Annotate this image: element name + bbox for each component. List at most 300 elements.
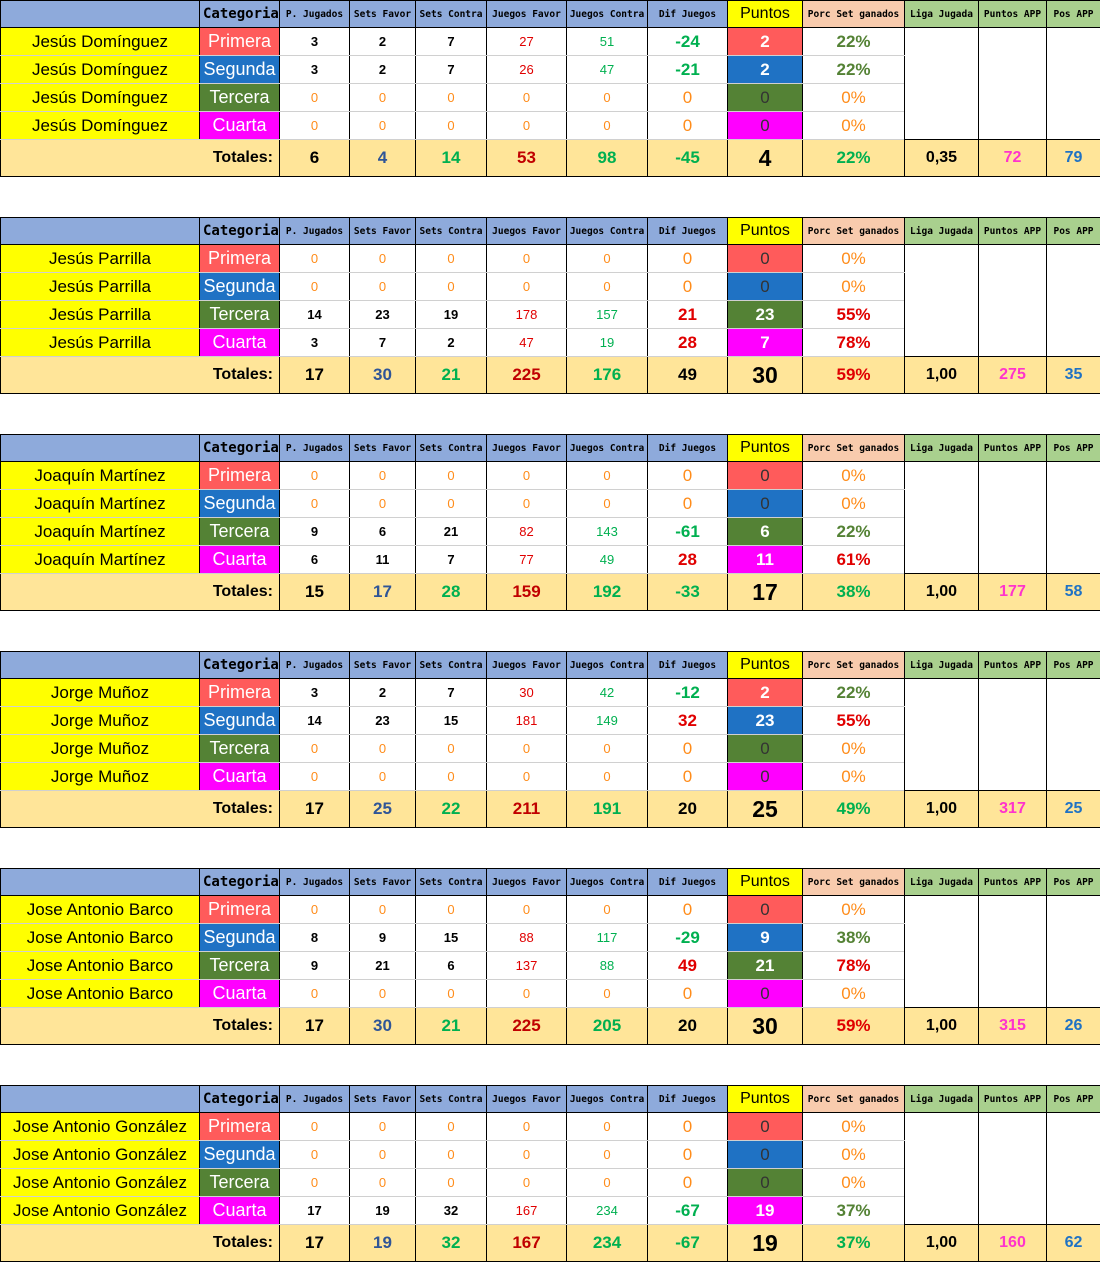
dif-juegos-cell[interactable]: 0 [648, 980, 728, 1008]
liga-jugada-empty-cell[interactable] [905, 462, 979, 574]
total-juegos-favor[interactable]: 225 [487, 1008, 567, 1045]
total-porc-set[interactable]: 37% [803, 1225, 905, 1262]
juegos-favor-cell[interactable]: 137 [487, 952, 567, 980]
sets-favor-cell[interactable]: 6 [350, 518, 416, 546]
puntos-cell[interactable]: 6 [728, 518, 803, 546]
sets-favor-cell[interactable]: 0 [350, 980, 416, 1008]
p-jugados-cell[interactable]: 3 [280, 679, 350, 707]
total-puntos[interactable]: 19 [728, 1225, 803, 1262]
dif-juegos-cell[interactable]: 0 [648, 112, 728, 140]
porc-set-cell[interactable]: 0% [803, 84, 905, 112]
juegos-contra-cell[interactable]: 0 [567, 84, 648, 112]
total-liga-jugada[interactable]: 1,00 [905, 791, 979, 828]
porc-set-cell[interactable]: 22% [803, 56, 905, 84]
sets-favor-cell[interactable]: 0 [350, 84, 416, 112]
category-cell[interactable]: Primera [200, 245, 280, 273]
porc-set-cell[interactable]: 0% [803, 896, 905, 924]
header-juegos-contra[interactable]: Juegos Contra [567, 218, 648, 245]
sets-favor-cell[interactable]: 23 [350, 707, 416, 735]
sets-contra-cell[interactable]: 0 [416, 245, 487, 273]
p-jugados-cell[interactable]: 0 [280, 980, 350, 1008]
puntos-cell[interactable]: 0 [728, 490, 803, 518]
juegos-favor-cell[interactable]: 0 [487, 1169, 567, 1197]
header-sets-favor[interactable]: Sets Favor [350, 869, 416, 896]
category-cell[interactable]: Cuarta [200, 112, 280, 140]
header-sets-favor[interactable]: Sets Favor [350, 1086, 416, 1113]
category-cell[interactable]: Segunda [200, 490, 280, 518]
p-jugados-cell[interactable]: 8 [280, 924, 350, 952]
liga-jugada-empty-cell[interactable] [905, 245, 979, 357]
pos-app-empty-cell[interactable] [1047, 462, 1100, 574]
sets-contra-cell[interactable]: 0 [416, 490, 487, 518]
totals-label[interactable]: Totales: [1, 357, 280, 394]
category-cell[interactable]: Cuarta [200, 329, 280, 357]
player-name-cell[interactable]: Jose Antonio González [1, 1141, 200, 1169]
puntos-cell[interactable]: 2 [728, 56, 803, 84]
total-sets-contra[interactable]: 28 [416, 574, 487, 611]
juegos-favor-cell[interactable]: 26 [487, 56, 567, 84]
puntos-cell[interactable]: 23 [728, 707, 803, 735]
player-name-cell[interactable]: Joaquín Martínez [1, 462, 200, 490]
header-liga-jugada[interactable]: Liga Jugada [905, 652, 979, 679]
player-name-cell[interactable]: Jesús Domínguez [1, 84, 200, 112]
juegos-contra-cell[interactable]: 0 [567, 490, 648, 518]
p-jugados-cell[interactable]: 0 [280, 112, 350, 140]
porc-set-cell[interactable]: 0% [803, 1169, 905, 1197]
category-cell[interactable]: Cuarta [200, 1197, 280, 1225]
sets-favor-cell[interactable]: 19 [350, 1197, 416, 1225]
porc-set-cell[interactable]: 22% [803, 679, 905, 707]
total-juegos-favor[interactable]: 225 [487, 357, 567, 394]
total-pos-app[interactable]: 62 [1047, 1225, 1100, 1262]
total-juegos-contra[interactable]: 98 [567, 140, 648, 177]
juegos-contra-cell[interactable]: 0 [567, 763, 648, 791]
header-puntos-app[interactable]: Puntos APP [979, 1086, 1047, 1113]
player-name-cell[interactable]: Joaquín Martínez [1, 490, 200, 518]
player-name-cell[interactable]: Jesús Domínguez [1, 56, 200, 84]
header-juegos-favor[interactable]: Juegos Favor [487, 218, 567, 245]
puntos-app-empty-cell[interactable] [979, 462, 1047, 574]
category-cell[interactable]: Tercera [200, 1169, 280, 1197]
header-p-jugados[interactable]: P. Jugados [280, 869, 350, 896]
porc-set-cell[interactable]: 38% [803, 924, 905, 952]
porc-set-cell[interactable]: 37% [803, 1197, 905, 1225]
pos-app-empty-cell[interactable] [1047, 245, 1100, 357]
total-juegos-contra[interactable]: 191 [567, 791, 648, 828]
sets-favor-cell[interactable]: 0 [350, 112, 416, 140]
juegos-contra-cell[interactable]: 51 [567, 28, 648, 56]
player-name-cell[interactable]: Jose Antonio González [1, 1169, 200, 1197]
category-cell[interactable]: Segunda [200, 924, 280, 952]
header-puntos[interactable]: Puntos [728, 435, 803, 462]
juegos-favor-cell[interactable]: 0 [487, 462, 567, 490]
dif-juegos-cell[interactable]: 49 [648, 952, 728, 980]
dif-juegos-cell[interactable]: 21 [648, 301, 728, 329]
header-juegos-favor[interactable]: Juegos Favor [487, 1086, 567, 1113]
total-juegos-contra[interactable]: 192 [567, 574, 648, 611]
puntos-app-empty-cell[interactable] [979, 28, 1047, 140]
puntos-cell[interactable]: 9 [728, 924, 803, 952]
category-cell[interactable]: Primera [200, 1113, 280, 1141]
total-puntos-app[interactable]: 160 [979, 1225, 1047, 1262]
player-name-cell[interactable]: Jose Antonio González [1, 1113, 200, 1141]
total-p-jugados[interactable]: 17 [280, 1008, 350, 1045]
sets-contra-cell[interactable]: 0 [416, 735, 487, 763]
player-name-cell[interactable]: Jorge Muñoz [1, 707, 200, 735]
p-jugados-cell[interactable]: 0 [280, 735, 350, 763]
p-jugados-cell[interactable]: 3 [280, 329, 350, 357]
pos-app-empty-cell[interactable] [1047, 896, 1100, 1008]
total-dif-juegos[interactable]: 20 [648, 791, 728, 828]
porc-set-cell[interactable]: 22% [803, 28, 905, 56]
sets-favor-cell[interactable]: 23 [350, 301, 416, 329]
total-sets-contra[interactable]: 22 [416, 791, 487, 828]
puntos-cell[interactable]: 23 [728, 301, 803, 329]
juegos-contra-cell[interactable]: 0 [567, 1169, 648, 1197]
porc-set-cell[interactable]: 78% [803, 329, 905, 357]
category-cell[interactable]: Segunda [200, 1141, 280, 1169]
header-puntos-app[interactable]: Puntos APP [979, 435, 1047, 462]
category-cell[interactable]: Primera [200, 896, 280, 924]
sets-contra-cell[interactable]: 0 [416, 273, 487, 301]
player-name-cell[interactable]: Jorge Muñoz [1, 763, 200, 791]
juegos-contra-cell[interactable]: 0 [567, 1141, 648, 1169]
sets-favor-cell[interactable]: 0 [350, 245, 416, 273]
juegos-favor-cell[interactable]: 178 [487, 301, 567, 329]
puntos-app-empty-cell[interactable] [979, 896, 1047, 1008]
p-jugados-cell[interactable]: 6 [280, 546, 350, 574]
category-cell[interactable]: Segunda [200, 707, 280, 735]
p-jugados-cell[interactable]: 14 [280, 707, 350, 735]
liga-jugada-empty-cell[interactable] [905, 28, 979, 140]
dif-juegos-cell[interactable]: 0 [648, 84, 728, 112]
juegos-contra-cell[interactable]: 0 [567, 273, 648, 301]
juegos-contra-cell[interactable]: 47 [567, 56, 648, 84]
total-pos-app[interactable]: 35 [1047, 357, 1100, 394]
porc-set-cell[interactable]: 0% [803, 763, 905, 791]
dif-juegos-cell[interactable]: -21 [648, 56, 728, 84]
p-jugados-cell[interactable]: 0 [280, 1113, 350, 1141]
header-puntos[interactable]: Puntos [728, 1, 803, 28]
header-puntos[interactable]: Puntos [728, 869, 803, 896]
sets-favor-cell[interactable]: 2 [350, 679, 416, 707]
total-liga-jugada[interactable]: 0,35 [905, 140, 979, 177]
total-sets-contra[interactable]: 14 [416, 140, 487, 177]
total-sets-favor[interactable]: 25 [350, 791, 416, 828]
p-jugados-cell[interactable]: 3 [280, 28, 350, 56]
header-puntos[interactable]: Puntos [728, 1086, 803, 1113]
juegos-favor-cell[interactable]: 0 [487, 273, 567, 301]
header-juegos-favor[interactable]: Juegos Favor [487, 435, 567, 462]
p-jugados-cell[interactable]: 3 [280, 56, 350, 84]
header-dif-juegos[interactable]: Dif Juegos [648, 1, 728, 28]
dif-juegos-cell[interactable]: 28 [648, 546, 728, 574]
total-porc-set[interactable]: 59% [803, 357, 905, 394]
sets-contra-cell[interactable]: 15 [416, 707, 487, 735]
player-name-cell[interactable]: Joaquín Martínez [1, 546, 200, 574]
header-pos-app[interactable]: Pos APP [1047, 652, 1100, 679]
porc-set-cell[interactable]: 22% [803, 518, 905, 546]
juegos-favor-cell[interactable]: 47 [487, 329, 567, 357]
player-name-cell[interactable]: Jose Antonio Barco [1, 896, 200, 924]
header-sets-contra[interactable]: Sets Contra [416, 869, 487, 896]
sets-favor-cell[interactable]: 0 [350, 1113, 416, 1141]
dif-juegos-cell[interactable]: 0 [648, 1169, 728, 1197]
total-puntos-app[interactable]: 275 [979, 357, 1047, 394]
sets-contra-cell[interactable]: 0 [416, 1141, 487, 1169]
sets-favor-cell[interactable]: 0 [350, 896, 416, 924]
header-juegos-favor[interactable]: Juegos Favor [487, 1, 567, 28]
total-sets-favor[interactable]: 30 [350, 357, 416, 394]
player-name-cell[interactable]: Jesús Parrilla [1, 245, 200, 273]
header-pos-app[interactable]: Pos APP [1047, 435, 1100, 462]
total-pos-app[interactable]: 26 [1047, 1008, 1100, 1045]
porc-set-cell[interactable]: 0% [803, 735, 905, 763]
juegos-favor-cell[interactable]: 88 [487, 924, 567, 952]
sets-favor-cell[interactable]: 0 [350, 273, 416, 301]
total-juegos-contra[interactable]: 176 [567, 357, 648, 394]
sets-contra-cell[interactable]: 0 [416, 896, 487, 924]
header-puntos-app[interactable]: Puntos APP [979, 652, 1047, 679]
juegos-contra-cell[interactable]: 0 [567, 896, 648, 924]
total-p-jugados[interactable]: 17 [280, 357, 350, 394]
total-dif-juegos[interactable]: 20 [648, 1008, 728, 1045]
p-jugados-cell[interactable]: 0 [280, 1169, 350, 1197]
category-cell[interactable]: Segunda [200, 56, 280, 84]
sets-contra-cell[interactable]: 0 [416, 112, 487, 140]
sets-contra-cell[interactable]: 0 [416, 84, 487, 112]
total-juegos-contra[interactable]: 234 [567, 1225, 648, 1262]
header-juegos-favor[interactable]: Juegos Favor [487, 869, 567, 896]
sets-contra-cell[interactable]: 6 [416, 952, 487, 980]
total-sets-favor[interactable]: 17 [350, 574, 416, 611]
total-porc-set[interactable]: 38% [803, 574, 905, 611]
header-blank[interactable] [1, 869, 200, 896]
header-p-jugados[interactable]: P. Jugados [280, 1086, 350, 1113]
total-puntos-app[interactable]: 177 [979, 574, 1047, 611]
sets-contra-cell[interactable]: 0 [416, 1113, 487, 1141]
sets-contra-cell[interactable]: 7 [416, 546, 487, 574]
liga-jugada-empty-cell[interactable] [905, 1113, 979, 1225]
p-jugados-cell[interactable]: 17 [280, 1197, 350, 1225]
sets-favor-cell[interactable]: 11 [350, 546, 416, 574]
porc-set-cell[interactable]: 61% [803, 546, 905, 574]
juegos-favor-cell[interactable]: 0 [487, 1141, 567, 1169]
puntos-cell[interactable]: 0 [728, 112, 803, 140]
p-jugados-cell[interactable]: 0 [280, 84, 350, 112]
totals-label[interactable]: Totales: [1, 1008, 280, 1045]
category-cell[interactable]: Tercera [200, 84, 280, 112]
p-jugados-cell[interactable]: 0 [280, 273, 350, 301]
puntos-app-empty-cell[interactable] [979, 679, 1047, 791]
category-cell[interactable]: Tercera [200, 301, 280, 329]
dif-juegos-cell[interactable]: 0 [648, 490, 728, 518]
header-pos-app[interactable]: Pos APP [1047, 1, 1100, 28]
total-liga-jugada[interactable]: 1,00 [905, 574, 979, 611]
dif-juegos-cell[interactable]: -29 [648, 924, 728, 952]
total-puntos[interactable]: 30 [728, 1008, 803, 1045]
header-pos-app[interactable]: Pos APP [1047, 869, 1100, 896]
player-name-cell[interactable]: Jorge Muñoz [1, 679, 200, 707]
porc-set-cell[interactable]: 0% [803, 490, 905, 518]
sets-contra-cell[interactable]: 0 [416, 1169, 487, 1197]
dif-juegos-cell[interactable]: 0 [648, 462, 728, 490]
liga-jugada-empty-cell[interactable] [905, 896, 979, 1008]
p-jugados-cell[interactable]: 14 [280, 301, 350, 329]
dif-juegos-cell[interactable]: 0 [648, 735, 728, 763]
sets-contra-cell[interactable]: 0 [416, 763, 487, 791]
p-jugados-cell[interactable]: 9 [280, 518, 350, 546]
dif-juegos-cell[interactable]: 28 [648, 329, 728, 357]
category-cell[interactable]: Primera [200, 28, 280, 56]
header-sets-contra[interactable]: Sets Contra [416, 1086, 487, 1113]
total-porc-set[interactable]: 49% [803, 791, 905, 828]
header-porc-set[interactable]: Porc Set ganados [803, 652, 905, 679]
juegos-favor-cell[interactable]: 167 [487, 1197, 567, 1225]
porc-set-cell[interactable]: 78% [803, 952, 905, 980]
category-cell[interactable]: Tercera [200, 518, 280, 546]
total-sets-favor[interactable]: 4 [350, 140, 416, 177]
total-puntos[interactable]: 30 [728, 357, 803, 394]
p-jugados-cell[interactable]: 0 [280, 462, 350, 490]
header-blank[interactable] [1, 218, 200, 245]
header-juegos-favor[interactable]: Juegos Favor [487, 652, 567, 679]
header-puntos[interactable]: Puntos [728, 652, 803, 679]
header-categoria[interactable]: Categoria [200, 869, 280, 896]
player-name-cell[interactable]: Jorge Muñoz [1, 735, 200, 763]
puntos-cell[interactable]: 0 [728, 980, 803, 1008]
total-dif-juegos[interactable]: -45 [648, 140, 728, 177]
header-dif-juegos[interactable]: Dif Juegos [648, 218, 728, 245]
header-sets-favor[interactable]: Sets Favor [350, 435, 416, 462]
puntos-cell[interactable]: 0 [728, 462, 803, 490]
header-dif-juegos[interactable]: Dif Juegos [648, 869, 728, 896]
player-name-cell[interactable]: Jose Antonio Barco [1, 952, 200, 980]
juegos-contra-cell[interactable]: 234 [567, 1197, 648, 1225]
header-puntos[interactable]: Puntos [728, 218, 803, 245]
puntos-cell[interactable]: 0 [728, 84, 803, 112]
juegos-favor-cell[interactable]: 0 [487, 245, 567, 273]
liga-jugada-empty-cell[interactable] [905, 679, 979, 791]
porc-set-cell[interactable]: 0% [803, 462, 905, 490]
header-juegos-contra[interactable]: Juegos Contra [567, 435, 648, 462]
juegos-contra-cell[interactable]: 19 [567, 329, 648, 357]
sets-favor-cell[interactable]: 7 [350, 329, 416, 357]
total-dif-juegos[interactable]: 49 [648, 357, 728, 394]
header-puntos-app[interactable]: Puntos APP [979, 869, 1047, 896]
juegos-favor-cell[interactable]: 0 [487, 112, 567, 140]
sets-favor-cell[interactable]: 9 [350, 924, 416, 952]
total-juegos-contra[interactable]: 205 [567, 1008, 648, 1045]
header-porc-set[interactable]: Porc Set ganados [803, 435, 905, 462]
juegos-contra-cell[interactable]: 42 [567, 679, 648, 707]
player-name-cell[interactable]: Jesús Domínguez [1, 112, 200, 140]
sets-contra-cell[interactable]: 19 [416, 301, 487, 329]
total-puntos-app[interactable]: 72 [979, 140, 1047, 177]
juegos-contra-cell[interactable]: 0 [567, 462, 648, 490]
category-cell[interactable]: Segunda [200, 273, 280, 301]
total-juegos-favor[interactable]: 211 [487, 791, 567, 828]
header-sets-contra[interactable]: Sets Contra [416, 218, 487, 245]
header-liga-jugada[interactable]: Liga Jugada [905, 1, 979, 28]
header-blank[interactable] [1, 1, 200, 28]
puntos-cell[interactable]: 0 [728, 1141, 803, 1169]
header-juegos-contra[interactable]: Juegos Contra [567, 1086, 648, 1113]
sets-contra-cell[interactable]: 0 [416, 980, 487, 1008]
header-porc-set[interactable]: Porc Set ganados [803, 869, 905, 896]
header-liga-jugada[interactable]: Liga Jugada [905, 218, 979, 245]
header-categoria[interactable]: Categoria [200, 652, 280, 679]
header-juegos-contra[interactable]: Juegos Contra [567, 869, 648, 896]
puntos-cell[interactable]: 11 [728, 546, 803, 574]
juegos-contra-cell[interactable]: 157 [567, 301, 648, 329]
juegos-favor-cell[interactable]: 181 [487, 707, 567, 735]
juegos-favor-cell[interactable]: 0 [487, 490, 567, 518]
juegos-favor-cell[interactable]: 0 [487, 980, 567, 1008]
p-jugados-cell[interactable]: 9 [280, 952, 350, 980]
player-name-cell[interactable]: Joaquín Martínez [1, 518, 200, 546]
dif-juegos-cell[interactable]: -67 [648, 1197, 728, 1225]
total-liga-jugada[interactable]: 1,00 [905, 1225, 979, 1262]
juegos-favor-cell[interactable]: 77 [487, 546, 567, 574]
dif-juegos-cell[interactable]: 0 [648, 245, 728, 273]
header-sets-favor[interactable]: Sets Favor [350, 1, 416, 28]
header-p-jugados[interactable]: P. Jugados [280, 652, 350, 679]
sets-contra-cell[interactable]: 7 [416, 679, 487, 707]
total-pos-app[interactable]: 25 [1047, 791, 1100, 828]
p-jugados-cell[interactable]: 0 [280, 1141, 350, 1169]
juegos-favor-cell[interactable]: 30 [487, 679, 567, 707]
header-categoria[interactable]: Categoria [200, 1, 280, 28]
juegos-contra-cell[interactable]: 0 [567, 980, 648, 1008]
p-jugados-cell[interactable]: 0 [280, 490, 350, 518]
p-jugados-cell[interactable]: 0 [280, 896, 350, 924]
total-p-jugados[interactable]: 6 [280, 140, 350, 177]
total-sets-favor[interactable]: 30 [350, 1008, 416, 1045]
totals-label[interactable]: Totales: [1, 1225, 280, 1262]
player-name-cell[interactable]: Jesús Domínguez [1, 28, 200, 56]
puntos-cell[interactable]: 19 [728, 1197, 803, 1225]
header-liga-jugada[interactable]: Liga Jugada [905, 1086, 979, 1113]
total-puntos[interactable]: 17 [728, 574, 803, 611]
sets-contra-cell[interactable]: 32 [416, 1197, 487, 1225]
p-jugados-cell[interactable]: 0 [280, 763, 350, 791]
total-dif-juegos[interactable]: -67 [648, 1225, 728, 1262]
header-puntos-app[interactable]: Puntos APP [979, 218, 1047, 245]
sets-contra-cell[interactable]: 21 [416, 518, 487, 546]
porc-set-cell[interactable]: 55% [803, 707, 905, 735]
totals-label[interactable]: Totales: [1, 140, 280, 177]
header-porc-set[interactable]: Porc Set ganados [803, 1, 905, 28]
header-porc-set[interactable]: Porc Set ganados [803, 1086, 905, 1113]
porc-set-cell[interactable]: 55% [803, 301, 905, 329]
header-blank[interactable] [1, 1086, 200, 1113]
header-p-jugados[interactable]: P. Jugados [280, 1, 350, 28]
sets-favor-cell[interactable]: 0 [350, 1169, 416, 1197]
header-puntos-app[interactable]: Puntos APP [979, 1, 1047, 28]
pos-app-empty-cell[interactable] [1047, 28, 1100, 140]
total-p-jugados[interactable]: 17 [280, 1225, 350, 1262]
total-liga-jugada[interactable]: 1,00 [905, 1008, 979, 1045]
dif-juegos-cell[interactable]: 0 [648, 1141, 728, 1169]
porc-set-cell[interactable]: 0% [803, 245, 905, 273]
sets-contra-cell[interactable]: 2 [416, 329, 487, 357]
puntos-cell[interactable]: 0 [728, 896, 803, 924]
total-p-jugados[interactable]: 15 [280, 574, 350, 611]
total-juegos-favor[interactable]: 167 [487, 1225, 567, 1262]
header-pos-app[interactable]: Pos APP [1047, 218, 1100, 245]
category-cell[interactable]: Cuarta [200, 546, 280, 574]
